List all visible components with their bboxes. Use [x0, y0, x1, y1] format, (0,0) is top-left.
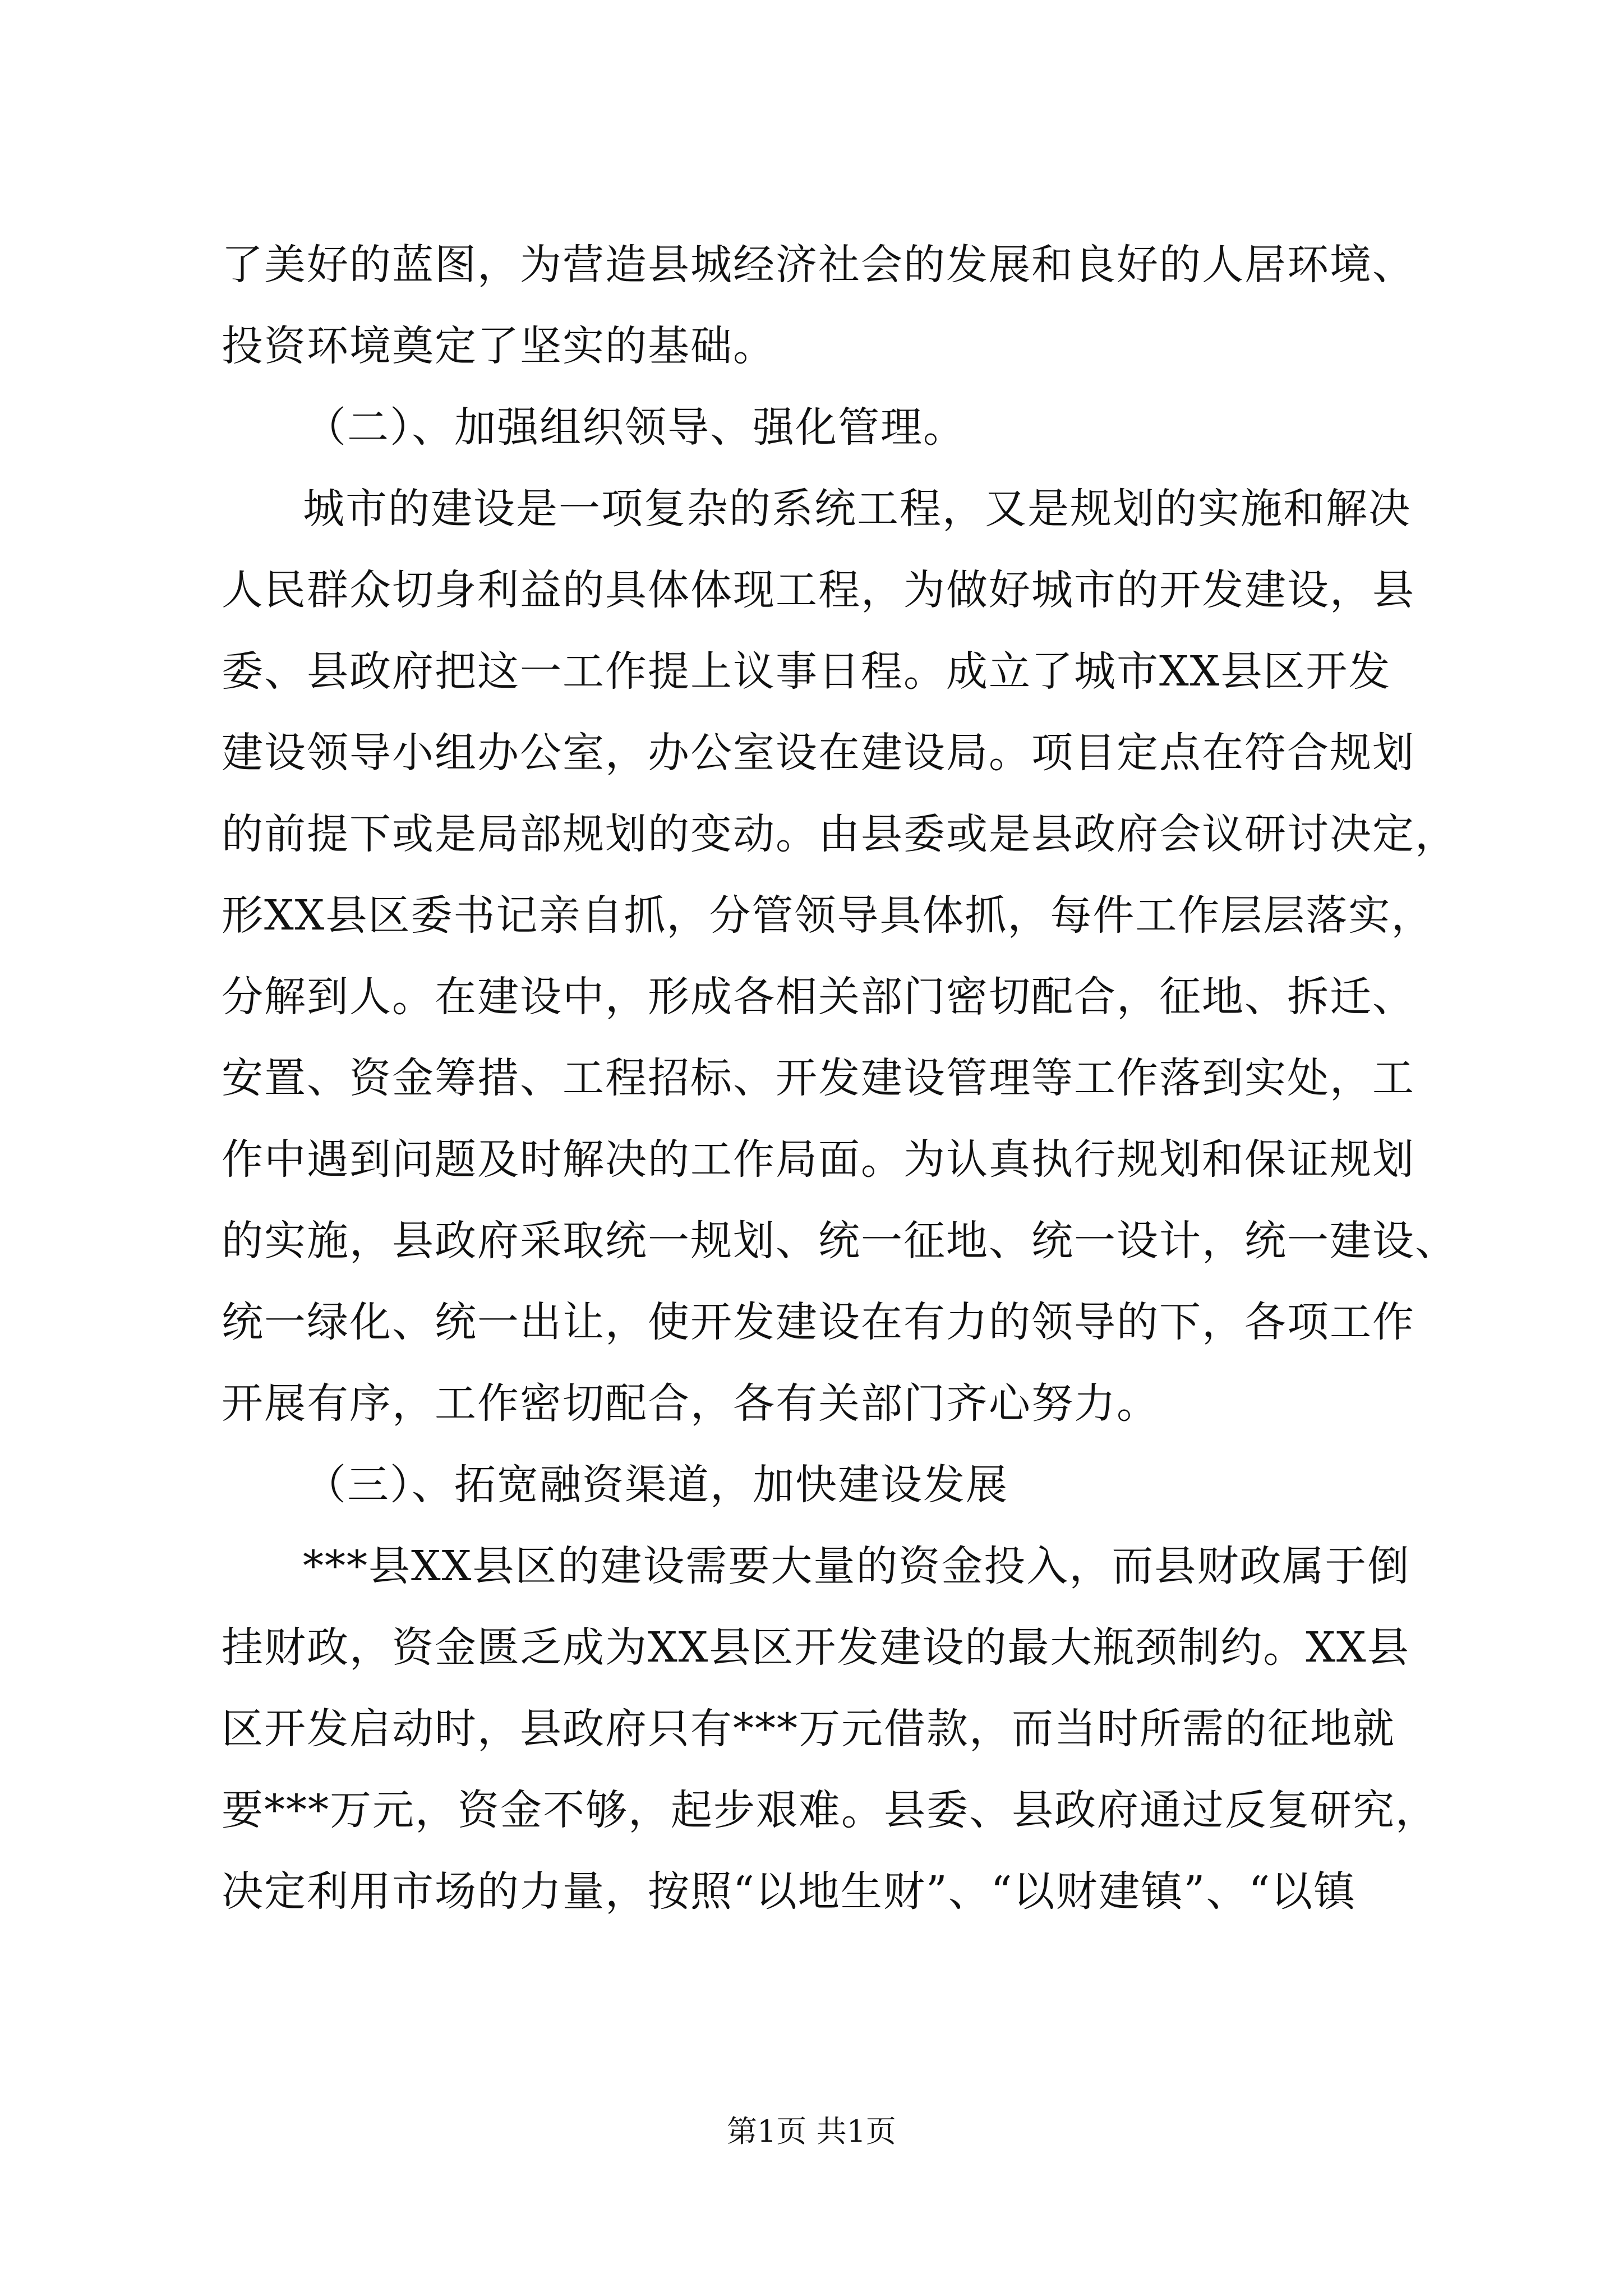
section-heading: （三）、拓宽融资渠道，加快建设发展	[305, 1461, 1008, 1509]
text-line: 挂财政，资金匮乏成为XX县区开发建设的最大瓶颈制约。XX县	[222, 1623, 1410, 1672]
text-line: 的前提下或是局部规划的变动。由县委或是县政府会议研讨决定，	[222, 810, 1458, 858]
text-line: 开展有序，工作密切配合，各有关部门齐心努力。	[222, 1379, 1159, 1428]
text-line: 要***万元，资金不够，起步艰难。县委、县政府通过反复研究，	[222, 1786, 1438, 1834]
text-line: 安置、资金筹措、工程招标、开发建设管理等工作落到实处，工	[222, 1054, 1415, 1102]
text-line: 作中遇到问题及时解决的工作局面。为认真执行规划和保证规划	[222, 1135, 1415, 1184]
section-heading: （二）、加强组织领导、强化管理。	[305, 403, 966, 452]
text-line: ***县XX县区的建设需要大量的资金投入，而县财政属于倒	[303, 1542, 1410, 1590]
text-line: 城市的建设是一项复杂的系统工程，又是规划的实施和解决	[303, 485, 1411, 533]
text-line: 建设领导小组办公室，办公室设在建设局。项目定点在符合规划	[222, 729, 1415, 777]
page-footer: 第1页 共1页	[727, 2114, 896, 2149]
text-line: 形XX县区委书记亲自抓，分管领导具体抓，每件工作层层落实，	[222, 891, 1434, 940]
text-line: 了美好的蓝图，为营造县城经济社会的发展和良好的人居环境、	[222, 241, 1415, 289]
text-line: 人民群众切身利益的具体体现工程，为做好城市的开发建设，县	[222, 566, 1415, 614]
document-body	[222, 224, 1458, 1932]
text-line: 的实施，县政府采取统一规划、统一征地、统一设计，统一建设、	[222, 1217, 1458, 1265]
text-line: 委、县政府把这一工作提上议事日程。成立了城市XX县区开发	[222, 647, 1391, 696]
text-line: 分解到人。在建设中，形成各相关部门密切配合，征地、拆迁、	[222, 973, 1415, 1021]
text-line: 投资环境奠定了坚实的基础。	[222, 322, 776, 370]
text-line: 区开发启动时，县政府只有***万元借款，而当时所需的征地就	[222, 1705, 1395, 1753]
text-line: 统一绿化、统一出让，使开发建设在有力的领导的下，各项工作	[222, 1298, 1415, 1346]
text-line: 决定利用市场的力量，按照“以地生财”、“以财建镇”、“以镇	[222, 1867, 1357, 1916]
